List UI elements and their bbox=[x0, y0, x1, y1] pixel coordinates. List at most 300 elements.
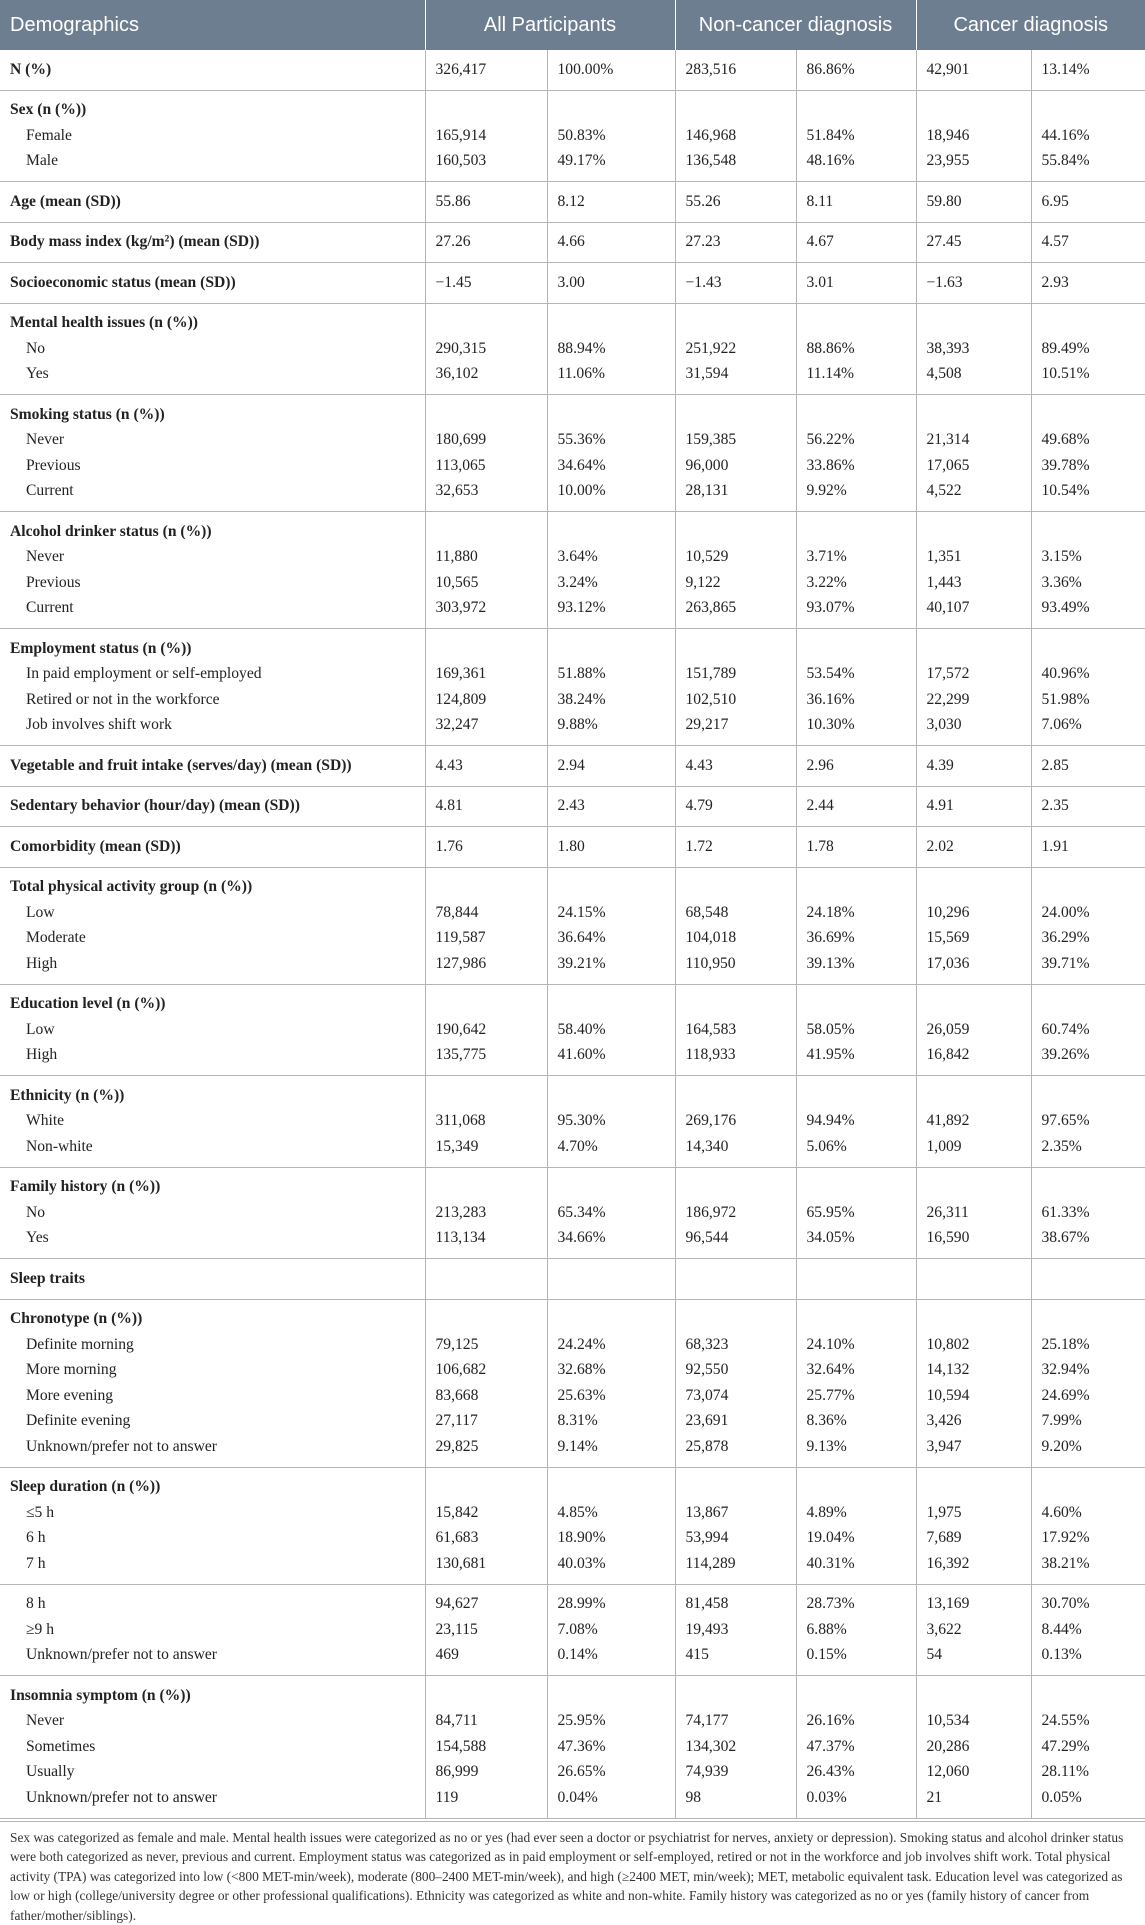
value-cell bbox=[1031, 303, 1145, 336]
value-cell: 24.15% bbox=[547, 900, 675, 926]
value-cell: 39.26% bbox=[1031, 1043, 1145, 1076]
value-cell: 40.96% bbox=[1031, 662, 1145, 688]
value-cell: 6.88% bbox=[796, 1617, 916, 1643]
value-cell: 8.11 bbox=[796, 182, 916, 223]
value-cell bbox=[425, 1676, 547, 1709]
value-cell bbox=[1031, 1467, 1145, 1500]
group-title: Family history (n (%)) bbox=[0, 1167, 425, 1200]
table-row bbox=[0, 1109, 1145, 1135]
group-title: Alcohol drinker status (n (%)) bbox=[0, 512, 425, 545]
value-cell bbox=[547, 1676, 675, 1709]
group-sedentary-behavior-hour-day-mean-sd bbox=[0, 786, 1145, 827]
group-title: Smoking status (n (%)) bbox=[0, 395, 425, 428]
group-title: Insomnia symptom (n (%)) bbox=[0, 1676, 425, 1709]
value-cell: 29,825 bbox=[425, 1434, 547, 1467]
value-cell: 2.02 bbox=[916, 827, 1031, 868]
value-cell: 106,682 bbox=[425, 1358, 547, 1384]
value-cell: 39.21% bbox=[547, 951, 675, 984]
value-cell: 3,426 bbox=[916, 1409, 1031, 1435]
value-cell: 39.13% bbox=[796, 951, 916, 984]
value-cell: 8.36% bbox=[796, 1409, 916, 1435]
table-row bbox=[0, 1617, 1145, 1643]
group-title-row bbox=[0, 1076, 1145, 1109]
value-cell bbox=[547, 1167, 675, 1200]
value-cell: 32.68% bbox=[547, 1358, 675, 1384]
value-cell: 1.91 bbox=[1031, 827, 1145, 868]
value-cell: 154,588 bbox=[425, 1734, 547, 1760]
value-cell: 113,134 bbox=[425, 1226, 547, 1259]
row-label: More morning bbox=[0, 1358, 425, 1384]
table-row bbox=[0, 149, 1145, 182]
value-cell: 7.06% bbox=[1031, 713, 1145, 746]
value-cell: 2.43 bbox=[547, 786, 675, 827]
row-label: Female bbox=[0, 123, 425, 149]
value-cell: 27.26 bbox=[425, 222, 547, 263]
value-cell: 48.16% bbox=[796, 149, 916, 182]
row-label: Low bbox=[0, 900, 425, 926]
value-cell: 27,117 bbox=[425, 1409, 547, 1435]
value-cell bbox=[675, 1167, 796, 1200]
value-cell: 20,286 bbox=[916, 1734, 1031, 1760]
value-cell: 39.71% bbox=[1031, 951, 1145, 984]
value-cell bbox=[916, 512, 1031, 545]
value-cell bbox=[675, 984, 796, 1017]
value-cell bbox=[1031, 984, 1145, 1017]
value-cell: 36.29% bbox=[1031, 926, 1145, 952]
value-cell: 23,955 bbox=[916, 149, 1031, 182]
header-demographics: Demographics bbox=[0, 0, 425, 50]
group-ethnicity-n bbox=[0, 1076, 1145, 1168]
row-label: Moderate bbox=[0, 926, 425, 952]
value-cell: 169,361 bbox=[425, 662, 547, 688]
value-cell: −1.63 bbox=[916, 263, 1031, 304]
value-cell bbox=[425, 1259, 547, 1300]
value-cell bbox=[1031, 1676, 1145, 1709]
value-cell: 38,393 bbox=[916, 336, 1031, 362]
value-cell: 38.67% bbox=[1031, 1226, 1145, 1259]
group-title: Mental health issues (n (%)) bbox=[0, 303, 425, 336]
value-cell: 4,522 bbox=[916, 479, 1031, 512]
table-row bbox=[0, 479, 1145, 512]
value-cell: 88.86% bbox=[796, 336, 916, 362]
value-cell: 4.39 bbox=[916, 746, 1031, 787]
value-cell: 73,074 bbox=[675, 1383, 796, 1409]
value-cell: 186,972 bbox=[675, 1200, 796, 1226]
value-cell bbox=[547, 303, 675, 336]
table-row bbox=[0, 1226, 1145, 1259]
row-label: 7 h bbox=[0, 1551, 425, 1584]
row-label: Retired or not in the workforce bbox=[0, 687, 425, 713]
value-cell: 55.86 bbox=[425, 182, 547, 223]
group-comorbidity-mean-sd bbox=[0, 827, 1145, 868]
value-cell: 4.57 bbox=[1031, 222, 1145, 263]
value-cell: 40.31% bbox=[796, 1551, 916, 1584]
value-cell bbox=[796, 512, 916, 545]
row-label: Job involves shift work bbox=[0, 713, 425, 746]
value-cell: 36.69% bbox=[796, 926, 916, 952]
value-cell: 0.13% bbox=[1031, 1643, 1145, 1676]
value-cell: 19.04% bbox=[796, 1526, 916, 1552]
value-cell: 41,892 bbox=[916, 1109, 1031, 1135]
table-row bbox=[0, 1200, 1145, 1226]
value-cell: 8.12 bbox=[547, 182, 675, 223]
value-cell: 7,689 bbox=[916, 1526, 1031, 1552]
value-cell: 2.35 bbox=[1031, 786, 1145, 827]
value-cell bbox=[425, 1076, 547, 1109]
value-cell bbox=[1031, 1167, 1145, 1200]
value-cell: 95.30% bbox=[547, 1109, 675, 1135]
table-row bbox=[0, 1551, 1145, 1584]
value-cell: 97.65% bbox=[1031, 1109, 1145, 1135]
value-cell: 6.95 bbox=[1031, 182, 1145, 223]
value-cell: 60.74% bbox=[1031, 1017, 1145, 1043]
value-cell: 2.96 bbox=[796, 746, 916, 787]
value-cell: 25.95% bbox=[547, 1709, 675, 1735]
value-cell: 4.66 bbox=[547, 222, 675, 263]
value-cell: 28.73% bbox=[796, 1584, 916, 1617]
value-cell: 1,975 bbox=[916, 1500, 1031, 1526]
table-row bbox=[0, 428, 1145, 454]
value-cell: 190,642 bbox=[425, 1017, 547, 1043]
value-cell bbox=[916, 629, 1031, 662]
value-cell bbox=[425, 629, 547, 662]
value-cell: 33.86% bbox=[796, 453, 916, 479]
table-row bbox=[0, 596, 1145, 629]
value-cell: 263,865 bbox=[675, 596, 796, 629]
value-cell: 98 bbox=[675, 1785, 796, 1818]
value-cell: 7.08% bbox=[547, 1617, 675, 1643]
table-row bbox=[0, 1760, 1145, 1786]
value-cell: 93.49% bbox=[1031, 596, 1145, 629]
value-cell: 9,122 bbox=[675, 570, 796, 596]
value-cell: 283,516 bbox=[675, 50, 796, 90]
row-label: In paid employment or self-employed bbox=[0, 662, 425, 688]
value-cell: 21,314 bbox=[916, 428, 1031, 454]
group-employment-status-n bbox=[0, 629, 1145, 746]
value-cell: 61.33% bbox=[1031, 1200, 1145, 1226]
value-cell bbox=[675, 629, 796, 662]
group-title: Sedentary behavior (hour/day) (mean (SD)) bbox=[0, 786, 425, 827]
value-cell: 25.63% bbox=[547, 1383, 675, 1409]
value-cell: 51.84% bbox=[796, 123, 916, 149]
value-cell: 3.22% bbox=[796, 570, 916, 596]
row-label: Unknown/prefer not to answer bbox=[0, 1643, 425, 1676]
value-cell: 0.15% bbox=[796, 1643, 916, 1676]
value-cell: 51.88% bbox=[547, 662, 675, 688]
value-cell: 1.80 bbox=[547, 827, 675, 868]
value-cell bbox=[425, 90, 547, 123]
value-cell: 11.06% bbox=[547, 362, 675, 395]
value-cell bbox=[1031, 90, 1145, 123]
table-row bbox=[0, 1643, 1145, 1676]
value-cell: 83,668 bbox=[425, 1383, 547, 1409]
value-cell: 326,417 bbox=[425, 50, 547, 90]
group-mental-health-issues-n bbox=[0, 303, 1145, 395]
value-cell bbox=[675, 512, 796, 545]
value-cell: 0.05% bbox=[1031, 1785, 1145, 1818]
row-label: Low bbox=[0, 1017, 425, 1043]
value-cell bbox=[796, 629, 916, 662]
value-cell: 15,349 bbox=[425, 1134, 547, 1167]
value-cell: 135,775 bbox=[425, 1043, 547, 1076]
group-title-row bbox=[0, 867, 1145, 900]
value-cell: 23,115 bbox=[425, 1617, 547, 1643]
table-row bbox=[0, 1383, 1145, 1409]
value-cell: 16,392 bbox=[916, 1551, 1031, 1584]
value-cell: 4.43 bbox=[425, 746, 547, 787]
value-cell bbox=[547, 867, 675, 900]
group-title-row bbox=[0, 629, 1145, 662]
value-cell: 14,132 bbox=[916, 1358, 1031, 1384]
value-cell: 14,340 bbox=[675, 1134, 796, 1167]
value-cell bbox=[916, 395, 1031, 428]
value-cell bbox=[425, 867, 547, 900]
value-cell: 303,972 bbox=[425, 596, 547, 629]
row-label: Definite evening bbox=[0, 1409, 425, 1435]
value-cell: 18.90% bbox=[547, 1526, 675, 1552]
group-title: Total physical activity group (n (%)) bbox=[0, 867, 425, 900]
value-cell: 30.70% bbox=[1031, 1584, 1145, 1617]
group-total-physical-activity-group-n bbox=[0, 867, 1145, 984]
group-continued-19 bbox=[0, 1584, 1145, 1676]
value-cell: 102,510 bbox=[675, 687, 796, 713]
value-cell bbox=[675, 1259, 796, 1300]
header-all-participants: All Participants bbox=[425, 0, 675, 50]
value-cell: 11,880 bbox=[425, 545, 547, 571]
row-label: No bbox=[0, 336, 425, 362]
row-label: Never bbox=[0, 1709, 425, 1735]
value-cell: 34.64% bbox=[547, 453, 675, 479]
value-cell: 54 bbox=[916, 1643, 1031, 1676]
value-cell: 269,176 bbox=[675, 1109, 796, 1135]
value-cell: 5.06% bbox=[796, 1134, 916, 1167]
group-age-mean-sd bbox=[0, 182, 1145, 223]
value-cell bbox=[675, 1467, 796, 1500]
value-cell bbox=[675, 90, 796, 123]
row-label: Non-white bbox=[0, 1134, 425, 1167]
value-cell: 3.15% bbox=[1031, 545, 1145, 571]
value-cell: 11.14% bbox=[796, 362, 916, 395]
value-cell: 160,503 bbox=[425, 149, 547, 182]
row-label: Usually bbox=[0, 1760, 425, 1786]
value-cell: 2.93 bbox=[1031, 263, 1145, 304]
value-cell bbox=[916, 1167, 1031, 1200]
value-cell: 1,443 bbox=[916, 570, 1031, 596]
group-family-history-n bbox=[0, 1167, 1145, 1259]
table-row bbox=[0, 1332, 1145, 1358]
value-cell: 10,802 bbox=[916, 1332, 1031, 1358]
group-title-row bbox=[0, 1299, 1145, 1332]
value-cell: 68,548 bbox=[675, 900, 796, 926]
value-cell: 0.03% bbox=[796, 1785, 916, 1818]
value-cell bbox=[916, 90, 1031, 123]
value-cell bbox=[796, 1676, 916, 1709]
value-cell: 3.64% bbox=[547, 545, 675, 571]
table-row bbox=[0, 951, 1145, 984]
value-cell: 28,131 bbox=[675, 479, 796, 512]
value-cell: 55.36% bbox=[547, 428, 675, 454]
value-cell bbox=[547, 1259, 675, 1300]
table-footnote: Sex was categorized as female and male. Mental health issues were categorized as no or yes (had ever seen a doctor or psychiatrist for nerves, anxiety or depression). Smoking status and alcohol drinker status were both categorized as never, previous and current. Employment status was categorized as in paid employment or self-employed, retired or not in the workforce and job involves shift work. Total physical activity (TPA) was categorized into low (<800 MET-min/week), moderate (800–2400 MET-min/week), and high (≥2400 MET, min/week); MET, metabolic equivalent task. Education level was categorized as low or high (college/university degree or other professional qualifications). Ethnicity was categorized as white and non-white. Family history was categorized as no or yes (family history of cancer from father/mother/siblings). bbox=[0, 1821, 1145, 1925]
group-title-row bbox=[0, 50, 1145, 90]
value-cell: 47.29% bbox=[1031, 1734, 1145, 1760]
value-cell: 311,068 bbox=[425, 1109, 547, 1135]
group-title: Employment status (n (%)) bbox=[0, 629, 425, 662]
value-cell: 0.04% bbox=[547, 1785, 675, 1818]
table-row bbox=[0, 453, 1145, 479]
group-title-row bbox=[0, 512, 1145, 545]
value-cell: 81,458 bbox=[675, 1584, 796, 1617]
value-cell: 38.24% bbox=[547, 687, 675, 713]
value-cell bbox=[1031, 1299, 1145, 1332]
value-cell: 9.88% bbox=[547, 713, 675, 746]
value-cell: 55.84% bbox=[1031, 149, 1145, 182]
value-cell: 10,565 bbox=[425, 570, 547, 596]
value-cell bbox=[796, 303, 916, 336]
value-cell: 10,534 bbox=[916, 1709, 1031, 1735]
value-cell: 10.51% bbox=[1031, 362, 1145, 395]
value-cell: 24.24% bbox=[547, 1332, 675, 1358]
group-title-row bbox=[0, 1676, 1145, 1709]
value-cell: 24.69% bbox=[1031, 1383, 1145, 1409]
value-cell: 38.21% bbox=[1031, 1551, 1145, 1584]
value-cell: 12,060 bbox=[916, 1760, 1031, 1786]
value-cell: 1.78 bbox=[796, 827, 916, 868]
table-row bbox=[0, 1709, 1145, 1735]
row-label: ≤5 h bbox=[0, 1500, 425, 1526]
value-cell: 68,323 bbox=[675, 1332, 796, 1358]
group-title-row bbox=[0, 303, 1145, 336]
value-cell: 47.37% bbox=[796, 1734, 916, 1760]
value-cell: 53.54% bbox=[796, 662, 916, 688]
value-cell bbox=[675, 1299, 796, 1332]
value-cell: 34.05% bbox=[796, 1226, 916, 1259]
row-label: Unknown/prefer not to answer bbox=[0, 1434, 425, 1467]
table-row bbox=[0, 1526, 1145, 1552]
table-row bbox=[0, 687, 1145, 713]
value-cell: 42,901 bbox=[916, 50, 1031, 90]
value-cell: 18,946 bbox=[916, 123, 1031, 149]
row-label: High bbox=[0, 951, 425, 984]
value-cell bbox=[796, 867, 916, 900]
value-cell bbox=[796, 1299, 916, 1332]
value-cell: 84,711 bbox=[425, 1709, 547, 1735]
value-cell: 4.60% bbox=[1031, 1500, 1145, 1526]
value-cell: 61,683 bbox=[425, 1526, 547, 1552]
table-header bbox=[0, 0, 1145, 50]
row-label: Definite morning bbox=[0, 1332, 425, 1358]
value-cell: 86,999 bbox=[425, 1760, 547, 1786]
value-cell: 165,914 bbox=[425, 123, 547, 149]
value-cell: 93.07% bbox=[796, 596, 916, 629]
value-cell: 9.14% bbox=[547, 1434, 675, 1467]
value-cell: 26.43% bbox=[796, 1760, 916, 1786]
value-cell: 79,125 bbox=[425, 1332, 547, 1358]
group-title-row bbox=[0, 1259, 1145, 1300]
row-label: Unknown/prefer not to answer bbox=[0, 1785, 425, 1818]
value-cell: 65.95% bbox=[796, 1200, 916, 1226]
group-body-mass-index-kg-m-mean-sd bbox=[0, 222, 1145, 263]
value-cell: 25,878 bbox=[675, 1434, 796, 1467]
value-cell: 3,622 bbox=[916, 1617, 1031, 1643]
value-cell: 28.99% bbox=[547, 1584, 675, 1617]
group-title: Sleep traits bbox=[0, 1259, 425, 1300]
value-cell: 36.64% bbox=[547, 926, 675, 952]
value-cell: 4.85% bbox=[547, 1500, 675, 1526]
value-cell: 13,169 bbox=[916, 1584, 1031, 1617]
value-cell: 8.44% bbox=[1031, 1617, 1145, 1643]
group-title: Sleep duration (n (%)) bbox=[0, 1467, 425, 1500]
row-label: Never bbox=[0, 545, 425, 571]
value-cell: 26,059 bbox=[916, 1017, 1031, 1043]
value-cell: 44.16% bbox=[1031, 123, 1145, 149]
value-cell: 3.36% bbox=[1031, 570, 1145, 596]
value-cell: 59.80 bbox=[916, 182, 1031, 223]
value-cell: 51.98% bbox=[1031, 687, 1145, 713]
value-cell: 2.85 bbox=[1031, 746, 1145, 787]
value-cell: 15,842 bbox=[425, 1500, 547, 1526]
group-sleep-traits bbox=[0, 1259, 1145, 1300]
value-cell: 1,009 bbox=[916, 1134, 1031, 1167]
value-cell: 26,311 bbox=[916, 1200, 1031, 1226]
value-cell: 19,493 bbox=[675, 1617, 796, 1643]
value-cell: 124,809 bbox=[425, 687, 547, 713]
value-cell: 10,529 bbox=[675, 545, 796, 571]
value-cell: 27.23 bbox=[675, 222, 796, 263]
value-cell bbox=[916, 1299, 1031, 1332]
value-cell: 4,508 bbox=[916, 362, 1031, 395]
value-cell: 24.18% bbox=[796, 900, 916, 926]
value-cell: 15,569 bbox=[916, 926, 1031, 952]
value-cell: 94,627 bbox=[425, 1584, 547, 1617]
group-title-row bbox=[0, 182, 1145, 223]
table-row bbox=[0, 362, 1145, 395]
value-cell bbox=[1031, 1076, 1145, 1109]
row-label: Previous bbox=[0, 570, 425, 596]
group-title-row bbox=[0, 222, 1145, 263]
value-cell: 415 bbox=[675, 1643, 796, 1676]
value-cell: 146,968 bbox=[675, 123, 796, 149]
group-title-row bbox=[0, 395, 1145, 428]
header-non-cancer-diagnosis: Non-cancer diagnosis bbox=[675, 0, 916, 50]
row-label: 6 h bbox=[0, 1526, 425, 1552]
value-cell: 26.16% bbox=[796, 1709, 916, 1735]
value-cell: 17.92% bbox=[1031, 1526, 1145, 1552]
value-cell: 78,844 bbox=[425, 900, 547, 926]
value-cell bbox=[675, 867, 796, 900]
value-cell: 74,177 bbox=[675, 1709, 796, 1735]
table-row bbox=[0, 1584, 1145, 1617]
value-cell: 53,994 bbox=[675, 1526, 796, 1552]
value-cell: 36,102 bbox=[425, 362, 547, 395]
value-cell: 119 bbox=[425, 1785, 547, 1818]
value-cell: 41.95% bbox=[796, 1043, 916, 1076]
value-cell: 113,065 bbox=[425, 453, 547, 479]
value-cell: 29,217 bbox=[675, 713, 796, 746]
value-cell: 86.86% bbox=[796, 50, 916, 90]
value-cell: 58.40% bbox=[547, 1017, 675, 1043]
value-cell: 47.36% bbox=[547, 1734, 675, 1760]
table-row bbox=[0, 1043, 1145, 1076]
row-label: Current bbox=[0, 596, 425, 629]
value-cell: 3,030 bbox=[916, 713, 1031, 746]
value-cell: 4.89% bbox=[796, 1500, 916, 1526]
value-cell: 28.11% bbox=[1031, 1760, 1145, 1786]
value-cell: 3.01 bbox=[796, 263, 916, 304]
table-row bbox=[0, 1409, 1145, 1435]
value-cell: 27.45 bbox=[916, 222, 1031, 263]
table-row bbox=[0, 1434, 1145, 1467]
